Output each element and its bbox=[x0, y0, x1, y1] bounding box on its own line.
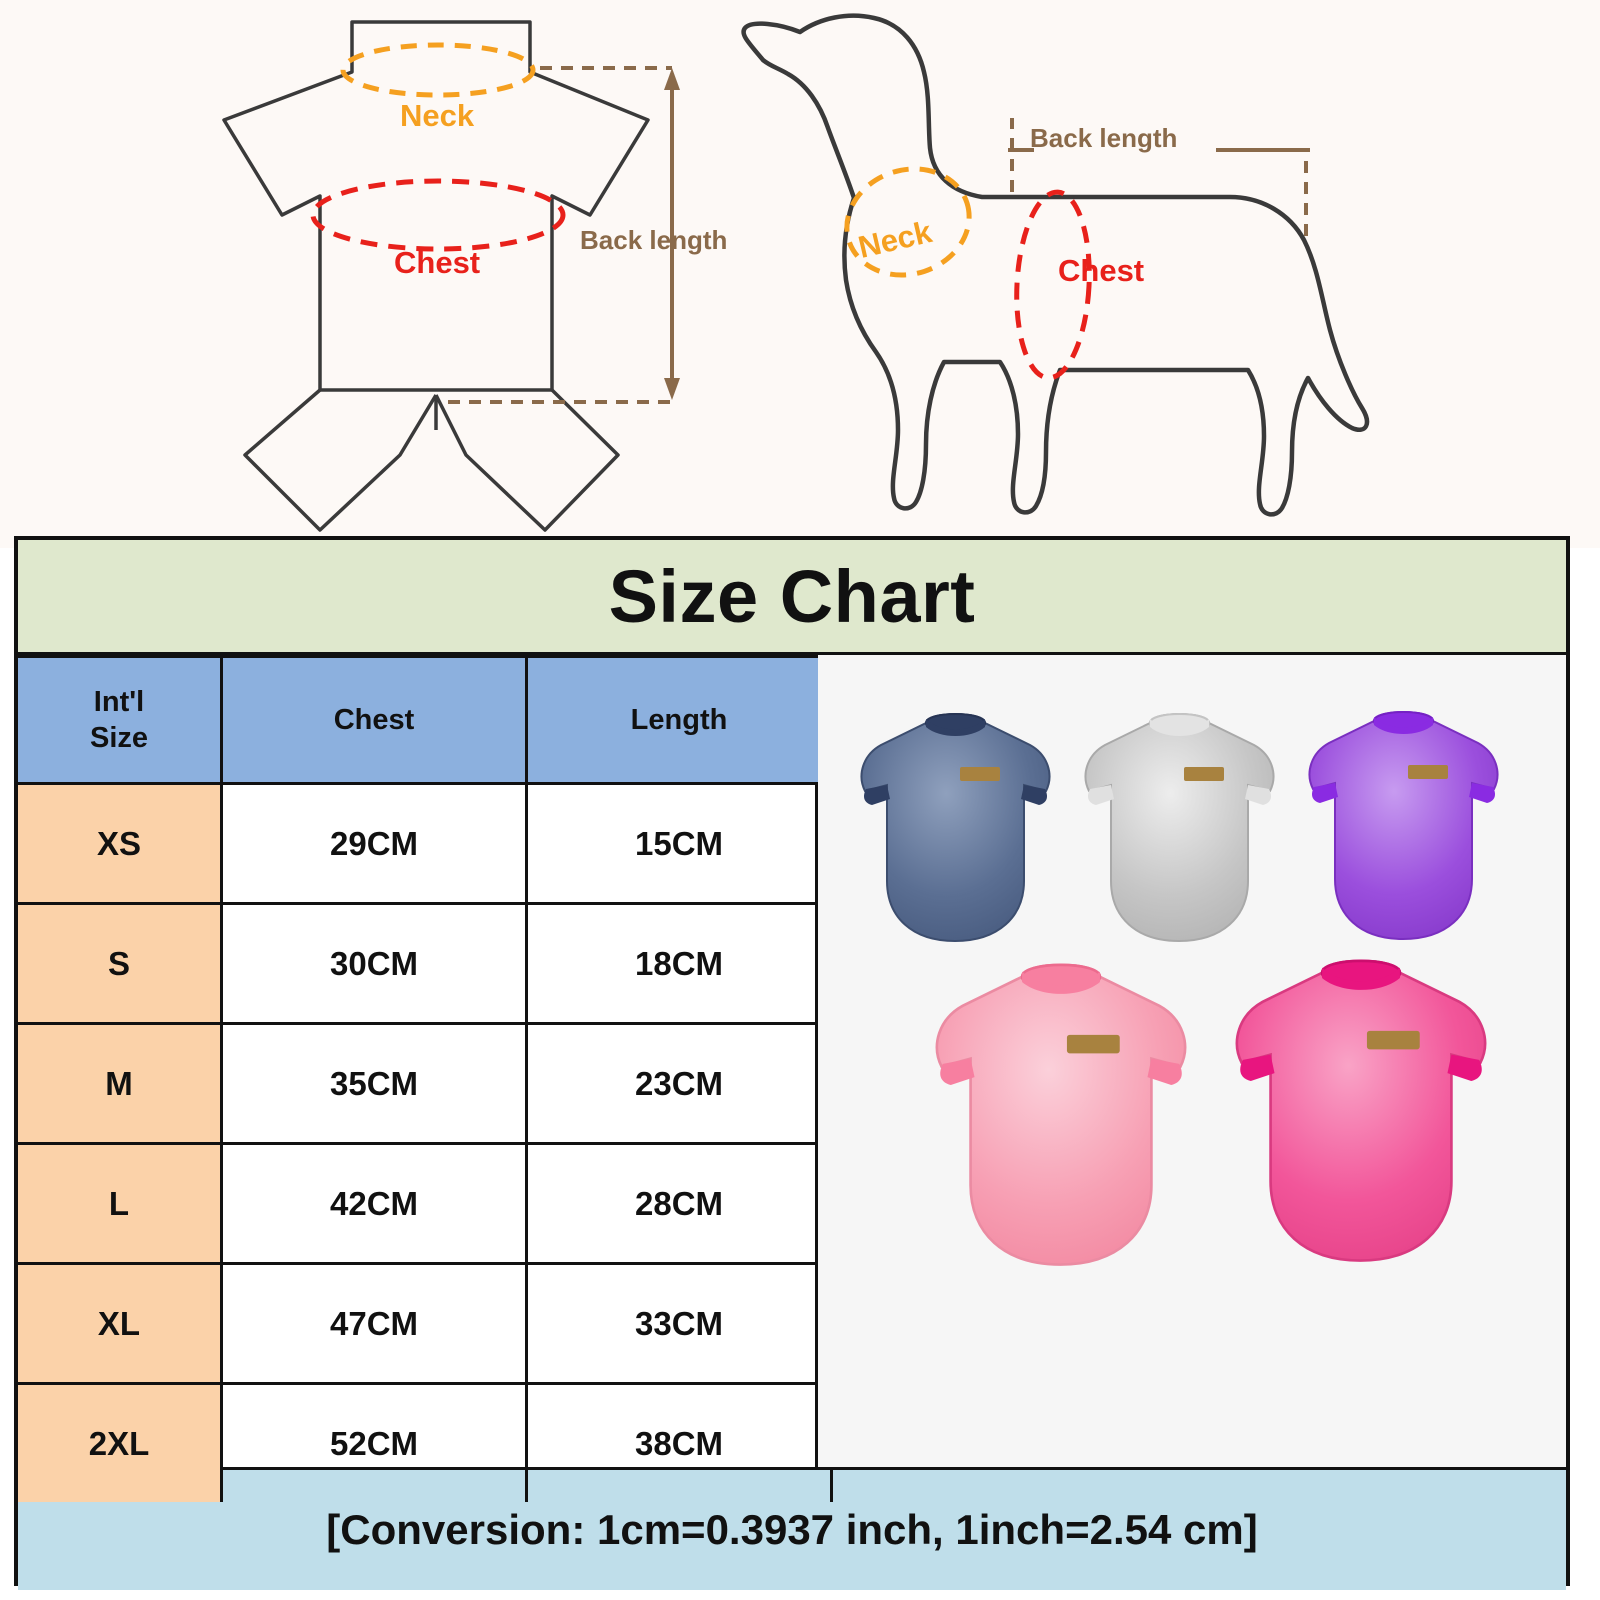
shirt-neck-label: Neck bbox=[400, 98, 475, 133]
cell-length: 38CM bbox=[527, 1384, 832, 1503]
size-chart-body bbox=[18, 655, 1566, 1467]
table-row bbox=[18, 1384, 832, 1503]
column-header-length: Length bbox=[527, 657, 832, 784]
table-row bbox=[18, 1024, 832, 1144]
page-title: Size Chart bbox=[608, 554, 976, 638]
cell-chest: 52CM bbox=[222, 1384, 527, 1503]
cell-chest: 47CM bbox=[222, 1264, 527, 1384]
size-chart-block bbox=[14, 536, 1570, 1586]
cell-length: 15CM bbox=[527, 784, 832, 904]
measurement-diagram bbox=[0, 0, 1600, 548]
product-grey-sweater[interactable] bbox=[1072, 705, 1287, 955]
product-light-pink-sweater[interactable] bbox=[916, 953, 1206, 1283]
column-header-size bbox=[18, 657, 222, 784]
size-table-wrap bbox=[18, 655, 818, 1467]
cell-length: 33CM bbox=[527, 1264, 832, 1384]
cell-size: M bbox=[18, 1024, 222, 1144]
cell-chest: 29CM bbox=[222, 784, 527, 904]
dog-back-length-label: Back length bbox=[1030, 123, 1178, 153]
shirt-back-length-label: Back length bbox=[580, 225, 728, 255]
cell-size: XL bbox=[18, 1264, 222, 1384]
dog-neck-label: Neck bbox=[854, 214, 935, 265]
cell-size: L bbox=[18, 1144, 222, 1264]
cell-chest: 30CM bbox=[222, 904, 527, 1024]
table-row bbox=[18, 904, 832, 1024]
cell-length: 23CM bbox=[527, 1024, 832, 1144]
column-header-size-line1: Int'l bbox=[93, 685, 145, 718]
table-header-row bbox=[18, 657, 832, 784]
conversion-note: [Conversion: 1cm=0.3937 inch, 1inch=2.54 cm] bbox=[326, 1506, 1258, 1553]
table-row bbox=[18, 784, 832, 904]
cell-chest: 42CM bbox=[222, 1144, 527, 1264]
cell-size: XS bbox=[18, 784, 222, 904]
cell-length: 18CM bbox=[527, 904, 832, 1024]
column-header-chest: Chest bbox=[222, 657, 527, 784]
product-hot-pink-sweater[interactable] bbox=[1216, 949, 1506, 1279]
diagram-vector bbox=[0, 0, 1600, 548]
product-purple-sweater[interactable] bbox=[1296, 703, 1511, 953]
cell-size: 2XL bbox=[18, 1384, 222, 1503]
cell-chest: 35CM bbox=[222, 1024, 527, 1144]
shirt-chest-label: Chest bbox=[394, 245, 481, 280]
column-header-size-line2: Size bbox=[89, 722, 149, 754]
size-chart-title-bar bbox=[18, 540, 1566, 655]
product-photo-pane bbox=[818, 655, 1566, 1467]
product-navy-sweater[interactable] bbox=[848, 705, 1063, 955]
size-table bbox=[18, 655, 833, 1502]
cell-length: 28CM bbox=[527, 1144, 832, 1264]
dog-chest-label: Chest bbox=[1058, 253, 1145, 288]
cell-size: S bbox=[18, 904, 222, 1024]
table-row bbox=[18, 1264, 832, 1384]
table-row bbox=[18, 1144, 832, 1264]
